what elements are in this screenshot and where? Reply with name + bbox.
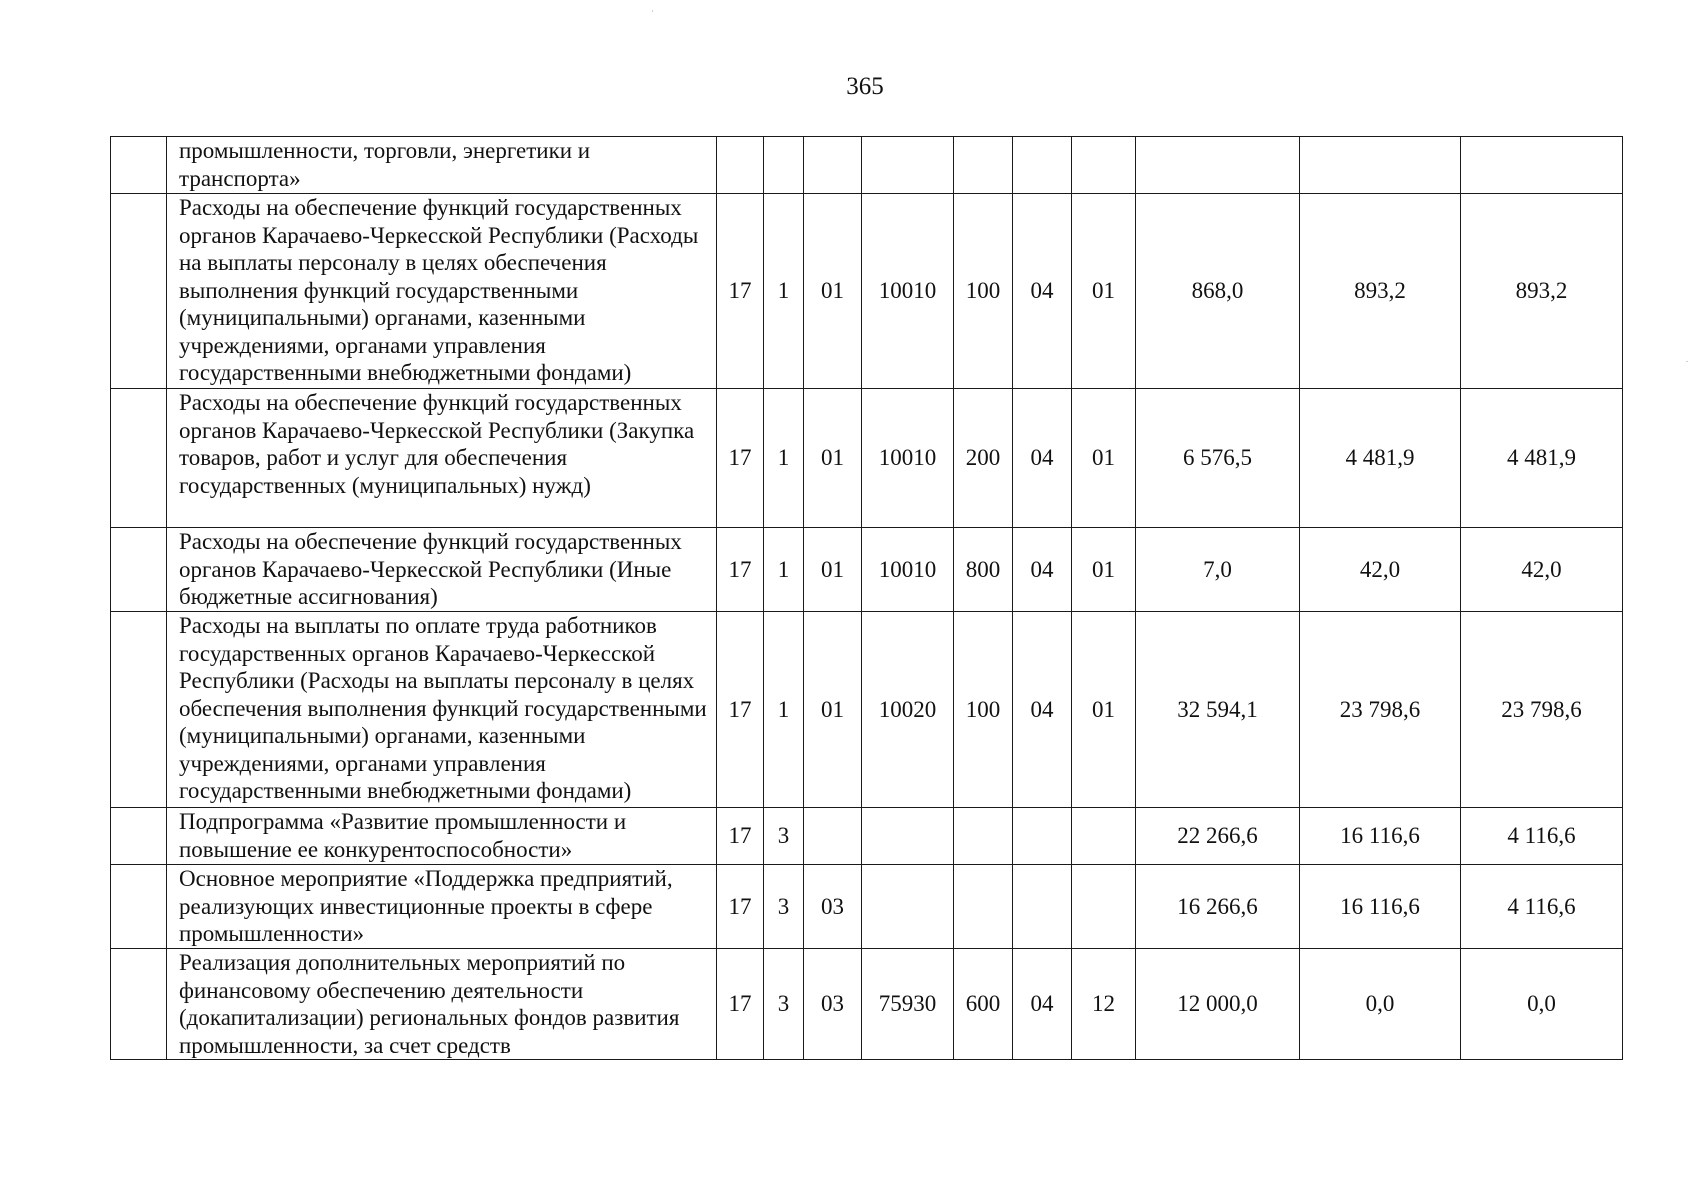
code-subsection: 01 bbox=[1072, 389, 1136, 528]
code-subsection: 01 bbox=[1072, 528, 1136, 612]
code-expense-type bbox=[954, 865, 1013, 949]
page-number: 365 bbox=[846, 73, 884, 100]
code-expense-type bbox=[954, 137, 1013, 194]
amount-year-3: 893,2 bbox=[1461, 194, 1623, 389]
row-index-cell bbox=[111, 137, 167, 194]
code-section bbox=[1013, 865, 1072, 949]
code-section: 04 bbox=[1013, 612, 1072, 808]
amount-year-2: 16 116,6 bbox=[1300, 865, 1461, 949]
code-event: 01 bbox=[804, 389, 862, 528]
code-subsection: 12 bbox=[1072, 949, 1136, 1060]
code-chapter: 17 bbox=[717, 949, 764, 1060]
row-index-cell bbox=[111, 528, 167, 612]
code-subsection bbox=[1072, 808, 1136, 865]
amount-year-2: 893,2 bbox=[1300, 194, 1461, 389]
row-index-cell bbox=[111, 808, 167, 865]
code-chapter: 17 bbox=[717, 194, 764, 389]
code-subprogram: 1 bbox=[764, 528, 804, 612]
amount-year-3: 0,0 bbox=[1461, 949, 1623, 1060]
amount-year-3: 4 116,6 bbox=[1461, 808, 1623, 865]
row-index-cell bbox=[111, 949, 167, 1060]
table-row bbox=[111, 528, 1623, 612]
code-chapter: 17 bbox=[717, 865, 764, 949]
code-direction bbox=[862, 137, 954, 194]
amount-year-1: 7,0 bbox=[1136, 528, 1300, 612]
amount-year-2: 16 116,6 bbox=[1300, 808, 1461, 865]
code-event bbox=[804, 137, 862, 194]
code-expense-type: 800 bbox=[954, 528, 1013, 612]
amount-year-2: 23 798,6 bbox=[1300, 612, 1461, 808]
code-chapter: 17 bbox=[717, 389, 764, 528]
amount-year-1: 32 594,1 bbox=[1136, 612, 1300, 808]
code-chapter: 17 bbox=[717, 808, 764, 865]
amount-year-1: 6 576,5 bbox=[1136, 389, 1300, 528]
amount-year-2: 4 481,9 bbox=[1300, 389, 1461, 528]
table-row bbox=[111, 612, 1623, 808]
amount-year-1: 16 266,6 bbox=[1136, 865, 1300, 949]
code-direction: 75930 bbox=[862, 949, 954, 1060]
code-direction: 10020 bbox=[862, 612, 954, 808]
code-section: 04 bbox=[1013, 194, 1072, 389]
code-direction: 10010 bbox=[862, 389, 954, 528]
expense-name: Расходы на обеспечение функций государственных органов Карачаево-Черкесской Республики (Расходы на выплаты персоналу в целях обеспечения выполнения функций государственными (муниципальными) органами, казенными учреждениями, органами управления государственными внебюджетными фондами) bbox=[167, 194, 717, 389]
table-row bbox=[111, 949, 1623, 1060]
row-index-cell bbox=[111, 194, 167, 389]
code-subprogram: 3 bbox=[764, 808, 804, 865]
amount-year-3: 4 481,9 bbox=[1461, 389, 1623, 528]
code-expense-type: 100 bbox=[954, 612, 1013, 808]
expense-name: Реализация дополнительных мероприятий по финансовому обеспечению деятельности (докапитализации) региональных фондов развития промышленности, за счет средств bbox=[167, 949, 717, 1060]
expense-name: Подпрограмма «Развитие промышленности и повышение ее конкурентоспособности» bbox=[167, 808, 717, 865]
table-row bbox=[111, 808, 1623, 865]
expense-name: Расходы на обеспечение функций государственных органов Карачаево-Черкесской Республики (Закупка товаров, работ и услуг для обеспечения государственных (муниципальных) нужд) bbox=[167, 389, 717, 528]
code-chapter: 17 bbox=[717, 528, 764, 612]
code-subprogram: 1 bbox=[764, 612, 804, 808]
code-section: 04 bbox=[1013, 389, 1072, 528]
code-chapter: 17 bbox=[717, 612, 764, 808]
code-event: 03 bbox=[804, 865, 862, 949]
code-subprogram: 1 bbox=[764, 194, 804, 389]
code-subprogram: 3 bbox=[764, 865, 804, 949]
code-section bbox=[1013, 137, 1072, 194]
expense-name: промышленности, торговли, энергетики и транспорта» bbox=[167, 137, 717, 194]
amount-year-1: 12 000,0 bbox=[1136, 949, 1300, 1060]
table-row bbox=[111, 389, 1623, 528]
code-direction bbox=[862, 808, 954, 865]
amount-year-3: 42,0 bbox=[1461, 528, 1623, 612]
code-section bbox=[1013, 808, 1072, 865]
amount-year-1: 22 266,6 bbox=[1136, 808, 1300, 865]
code-subprogram: 3 bbox=[764, 949, 804, 1060]
code-event: 01 bbox=[804, 194, 862, 389]
code-subsection bbox=[1072, 865, 1136, 949]
code-section: 04 bbox=[1013, 949, 1072, 1060]
amount-year-2: 42,0 bbox=[1300, 528, 1461, 612]
code-subprogram bbox=[764, 137, 804, 194]
row-index-cell bbox=[111, 612, 167, 808]
amount-year-3 bbox=[1461, 137, 1623, 194]
scan-speck bbox=[1686, 361, 1688, 362]
code-subsection: 01 bbox=[1072, 612, 1136, 808]
expense-name: Расходы на выплаты по оплате труда работников государственных органов Карачаево-Черкесской Республики (Расходы на выплаты персоналу в целях обеспечения выполнения функций государственными (муниципальными) органами, казенными учреждениями, органами управления государственными внебюджетными фондами) bbox=[167, 612, 717, 808]
table-row bbox=[111, 865, 1623, 949]
code-event: 01 bbox=[804, 528, 862, 612]
code-chapter bbox=[717, 137, 764, 194]
code-section: 04 bbox=[1013, 528, 1072, 612]
code-expense-type: 200 bbox=[954, 389, 1013, 528]
code-direction: 10010 bbox=[862, 528, 954, 612]
code-event: 01 bbox=[804, 612, 862, 808]
row-index-cell bbox=[111, 389, 167, 528]
amount-year-1 bbox=[1136, 137, 1300, 194]
amount-year-3: 4 116,6 bbox=[1461, 865, 1623, 949]
code-subprogram: 1 bbox=[764, 389, 804, 528]
scan-speck bbox=[652, 10, 653, 12]
budget-table bbox=[110, 136, 1623, 1060]
code-direction: 10010 bbox=[862, 194, 954, 389]
row-index-cell bbox=[111, 865, 167, 949]
code-subsection bbox=[1072, 137, 1136, 194]
amount-year-1: 868,0 bbox=[1136, 194, 1300, 389]
code-event: 03 bbox=[804, 949, 862, 1060]
code-expense-type: 600 bbox=[954, 949, 1013, 1060]
expense-name: Основное мероприятие «Поддержка предприятий, реализующих инвестиционные проекты в сфере промышленности» bbox=[167, 865, 717, 949]
table-row bbox=[111, 194, 1623, 389]
amount-year-3: 23 798,6 bbox=[1461, 612, 1623, 808]
code-subsection: 01 bbox=[1072, 194, 1136, 389]
amount-year-2 bbox=[1300, 137, 1461, 194]
amount-year-2: 0,0 bbox=[1300, 949, 1461, 1060]
code-event bbox=[804, 808, 862, 865]
code-direction bbox=[862, 865, 954, 949]
expense-name: Расходы на обеспечение функций государственных органов Карачаево-Черкесской Республики (Иные бюджетные ассигнования) bbox=[167, 528, 717, 612]
table-row bbox=[111, 137, 1623, 194]
code-expense-type: 100 bbox=[954, 194, 1013, 389]
code-expense-type bbox=[954, 808, 1013, 865]
